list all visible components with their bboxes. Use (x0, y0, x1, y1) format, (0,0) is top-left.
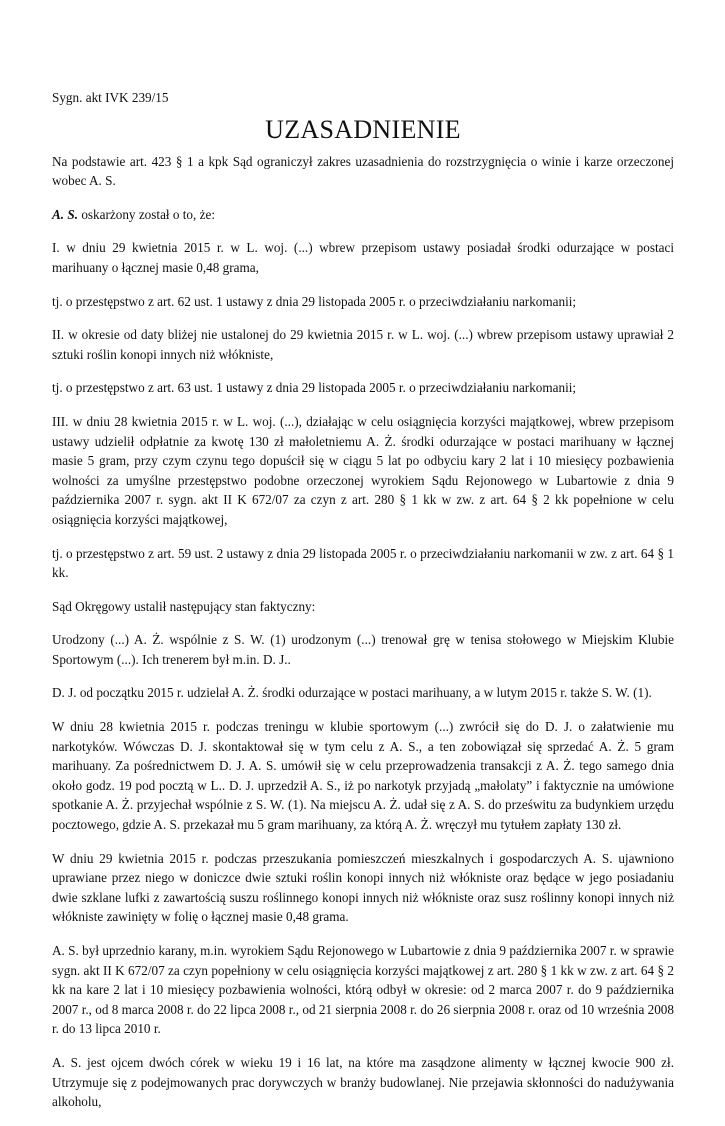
intro-paragraph: Na podstawie art. 423 § 1 a kpk Sąd ograniczył zakres uzasadnienia do rozstrzygnięcia o winie i karze orzeczonej wobec A. S. (52, 153, 674, 189)
charge-2: II. w okresie od daty bliżej nie ustalonej do 29 kwietnia 2015 r. w L. woj. (...) wbrew przepisom ustawy uprawiał 2 sztuki roślin konopi innych niż włókniste, (52, 327, 674, 362)
facts-heading: Sąd Okręgowy ustalił następujący stan faktyczny: (52, 598, 316, 614)
accused-name: A. S. (52, 206, 79, 222)
accused-paragraph (52, 205, 674, 225)
facts-paragraph: A. S. był uprzednio karany, m.in. wyrokiem Sądu Rejonowego w Lubartowie z dnia 9 października 2007 r. w sprawie sygn. akt II K 672/07 za czyn popełniony w celu osiągnięcia korzyści majątkowej z art. 280 § 1 kk w zw. z art. 64 § 2 kk na kare 2 lat i 10 miesięcy pozbawienia wolności, którą odbył w okresie: od 2 marca 2007 r. do 9 października 2007 r., od 8 marca 2008 r. do 22 lipca 2008 r., od 21 sierpnia 2008 r. do 26 sierpnia 2008 r. oraz od 10 września 2008 r. do 13 lipca 2010 r. (52, 943, 674, 1037)
facts-paragraph: Urodzony (...) A. Ż. wspólnie z S. W. (1) urodzonym (...) trenował grę w tenisa stołowego w Miejskim Klubie Sportowym (...). Ich trenerem był m.in. D. J.. (52, 632, 674, 667)
case-number: Sygn. akt IVK 239/15 (52, 90, 169, 105)
charge-1: I. w dniu 29 kwietnia 2015 r. w L. woj. (...) wbrew przepisom ustawy posiadał środki odurzające w postaci marihuany o łącznej masie 0,48 grama, (52, 240, 674, 275)
document-page (52, 88, 674, 1126)
charge-1-qualification: tj. o przestępstwo z art. 62 ust. 1 ustawy z dnia 29 listopada 2005 r. o przeciwdziałaniu narkomanii; (52, 293, 577, 309)
charge-2-qualification: tj. o przestępstwo z art. 63 ust. 1 ustawy z dnia 29 listopada 2005 r. o przeciwdziałaniu narkomanii; (52, 380, 577, 396)
document-title: UZASADNIENIE (265, 114, 461, 144)
facts-paragraph: A. S. jest ojcem dwóch córek w wieku 19 i 16 lat, na które ma zasądzone alimenty w łącznej kwocie 900 zł. Utrzymuje się z podejmowanych prac dorywczych w branży budowlanej. Nie przejawia skłonności do nadużywania alkoholu, (52, 1054, 674, 1110)
charge-3: III. w dniu 28 kwietnia 2015 r. w L. woj. (...), działając w celu osiągnięcia korzyści majątkowej, wbrew przepisom ustawy udzielił odpłatnie za kwotę 130 zł małoletniemu A. Ż. środki odurzające w postaci marihuany w łącznej masie 5 gram, przy czym czynu tego dopuścił się w ciągu 5 lat po odbyciu kary 2 lat i 10 miesięcy pozbawienia wolności za umyślne przestępstwo podobne orzeczonej wyrokiem Sądu Rejonowego w Lubartowie z dnia 9 października 2007 r. sygn. akt II K 672/07 za czyn z art. 280 § 1 kk w zw. z art. 64 § 2 kk popełnione w celu osiągnięcia korzyści majątkowej, (52, 413, 674, 527)
charge-3-qualification: tj. o przestępstwo z art. 59 ust. 2 ustawy z dnia 29 listopada 2005 r. o przeciwdziałaniu narkomanii w zw. z art. 64 § 1 kk. (52, 545, 674, 581)
facts-paragraph: W dniu 29 kwietnia 2015 r. podczas przeszukania pomieszczeń mieszkalnych i gospodarczych A. S. ujawniono uprawiane przez niego w doniczce dwie sztuki roślin konopi innych niż włókniste oraz będące w jego posiadaniu dwie szklane lufki z zawartością suszu roślinnego konopi innych niż włókniste oraz susz roślinny konopi innych niż włókniste zawinięty w folię o łącznej masie 0,48 grama. (52, 850, 674, 925)
accused-text: oskarżony został o to, że: (78, 206, 215, 222)
facts-paragraph: D. J. od początku 2015 r. udzielał A. Ż. środki odurzające w postaci marihuany, a w lutym 2015 r. także S. W. (1). (52, 685, 652, 701)
facts-paragraph: W dniu 28 kwietnia 2015 r. podczas treningu w klubie sportowym (...) zwrócił się do D. J. o załatwienie mu narkotyków. Wówczas D. J. skontaktował się w tym celu z A. S., a ten zobowiązał się sprzedać A. Ż. 5 gram marihuany. Za pośrednictwem D. J. A. S. umówił się w celu przeprowadzenia transakcji z A. Ż. tego samego dnia około godz. 19 pod pocztą w L.. D. J. uprzedził A. S., iż po narkotyk przyjadą „małolaty” i faktycznie na umówione spotkanie A. Ż. przyjechał wspólnie z S. W. (1). Na miejscu A. Ż. udał się z A. S. do prześwitu za budynkiem urzędu pocztowego, gdzie A. S. przekazał mu 5 gram marihuany, za którą A. Ż. wręczył mu tytułem zapłaty 130 zł. (52, 719, 674, 833)
